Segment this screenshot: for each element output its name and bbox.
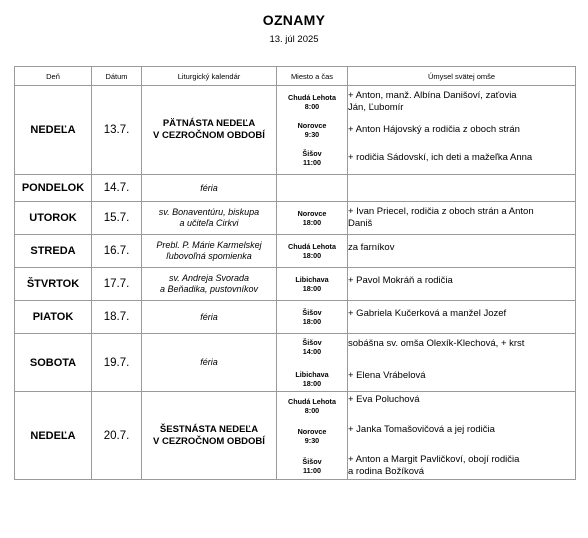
mass-place-time [277,397,347,415]
place-time-cell [277,268,348,301]
intention-cell [348,202,576,235]
liturgy-text: ŠESTNÁSTA NEDEĽA V CEZROČNOM OBDOBÍ [153,423,265,447]
column-header-intention: Úmysel svätej omše [348,67,576,86]
intention-cell [348,392,576,480]
table-header-row [15,67,576,86]
mass-intention: + rodičia Sádovskí, ich deti a mažeľka Anna [348,152,533,163]
column-header-date: Dátum [92,67,142,86]
intention-cell [348,235,576,268]
mass-place: Libichava [295,369,329,379]
intention-cell [348,334,576,392]
liturgy-text: féria [200,311,218,322]
place-time-cell [277,202,348,235]
liturgy-text: féria [200,357,218,367]
mass-place-time [277,93,347,111]
liturgy-cell [142,235,277,268]
mass-place: Šišov [302,456,322,466]
mass-place-time [277,370,347,388]
mass-place-time [277,242,347,260]
mass-place: Norovce [297,426,327,436]
mass-place: Norovce [297,121,327,130]
place-time-cell [277,392,348,480]
intention-cell [348,175,576,202]
date-cell: 15.7. [92,202,142,235]
day-cell: PIATOK [15,301,92,334]
mass-intention: + Gabriela Kučerková a manžel Jozef [348,308,507,319]
date-cell: 13.7. [92,86,142,175]
date-cell: 16.7. [92,235,142,268]
day-cell: NEDEĽA [15,392,92,480]
date-cell: 19.7. [92,334,142,392]
place-time-cell [277,86,348,175]
liturgy-text: Prebl. P. Márie Karmelskej ľubovoľná spomienka [156,240,262,261]
announcement-date: 13. júl 2025 [269,34,319,45]
mass-schedule-table [14,66,576,480]
intention-cell [348,301,576,334]
liturgy-cell [142,86,277,175]
liturgy-cell [142,268,277,301]
mass-time: 11:00 [303,465,321,475]
table-row [15,334,576,392]
mass-intention: + Eva Poluchová [348,393,420,405]
column-header-day: Deň [15,67,92,86]
table-row [15,268,576,301]
date-cell: 20.7. [92,392,142,480]
mass-intention: + Anton, manž. Albína Danišoví, zaťovia Ján, Ľubomír [348,90,517,113]
date-cell: 18.7. [92,301,142,334]
column-header-place-time: Miesto a čas [277,67,348,86]
day-cell: STREDA [15,235,92,268]
day-cell: PONDELOK [15,175,92,202]
liturgy-cell [142,202,277,235]
place-time-cell [277,301,348,334]
mass-time: 8:00 [304,405,320,415]
mass-intention: + Pavol Mokráň a rodičia [348,275,453,286]
liturgy-text: sv. Andreja Svorada a Beňadika, pustovníkov [159,273,259,294]
mass-place: Šišov [302,308,322,317]
intention-cell [348,268,576,301]
mass-place: Šišov [302,149,322,158]
liturgy-cell [142,334,277,392]
mass-place-time [277,457,347,475]
mass-place-time [277,275,347,293]
mass-time: 18:00 [302,284,322,293]
liturgy-cell [142,301,277,334]
day-cell: NEDEĽA [15,86,92,175]
mass-place: Chudá Lehota [288,93,336,102]
liturgy-cell [142,392,277,480]
mass-place: Libichava [295,275,329,284]
mass-place-time [277,338,347,356]
mass-time: 8:00 [304,102,320,111]
mass-place: Šišov [302,337,322,347]
mass-time: 18:00 [302,378,322,388]
liturgy-text: PÄTNÁSTA NEDEĽA V CEZROČNOM OBDOBÍ [153,118,265,141]
date-cell: 14.7. [92,175,142,202]
table-row [15,301,576,334]
liturgy-cell [142,175,277,202]
mass-intention: + Anton Hájovský a rodičia z oboch strán [348,124,520,135]
date-cell: 17.7. [92,268,142,301]
place-time-cell [277,334,348,392]
mass-place-time [277,427,347,445]
mass-time: 9:30 [304,130,320,139]
day-cell: UTOROK [15,202,92,235]
table-row [15,202,576,235]
page-title: OZNAMY [262,12,326,28]
mass-intention: + Elena Vrábelová [348,369,426,381]
mass-intention: + Ivan Priecel, rodičia z oboch strán a Anton Daniš [348,206,534,229]
mass-place: Chudá Lehota [288,396,336,406]
mass-place: Chudá Lehota [288,242,336,251]
mass-place-time [277,209,347,227]
place-time-cell [277,235,348,268]
table-row [15,392,576,480]
mass-intention: za farníkov [348,242,395,253]
mass-intention: + Janka Tomašovičová a jej rodičia [348,423,495,435]
liturgy-text: féria [200,182,218,193]
mass-place-time [277,121,347,139]
mass-time: 18:00 [302,317,322,326]
mass-place-time [277,149,347,167]
day-cell: ŠTVRTOK [15,268,92,301]
mass-intention: sobášna sv. omša Olexík-Klechová, + krst [348,337,525,349]
place-time-cell [277,175,348,202]
column-header-liturgy: Liturgický kalendár [142,67,277,86]
liturgy-text: sv. Bonaventúru, biskupa a učiteľa Cirkvi [158,207,260,228]
mass-intention: + Anton a Margit Pavličkoví, obojí rodičia a rodina Božíková [348,453,520,477]
mass-time: 9:30 [304,435,320,445]
table-row [15,175,576,202]
mass-time: 11:00 [303,158,321,167]
mass-place-time [277,308,347,326]
mass-time: 18:00 [302,218,322,227]
table-row [15,86,576,175]
intention-cell [348,86,576,175]
mass-place: Norovce [297,209,327,218]
mass-time: 14:00 [302,346,322,356]
day-cell: SOBOTA [15,334,92,392]
mass-time: 18:00 [302,251,322,260]
table-row [15,235,576,268]
